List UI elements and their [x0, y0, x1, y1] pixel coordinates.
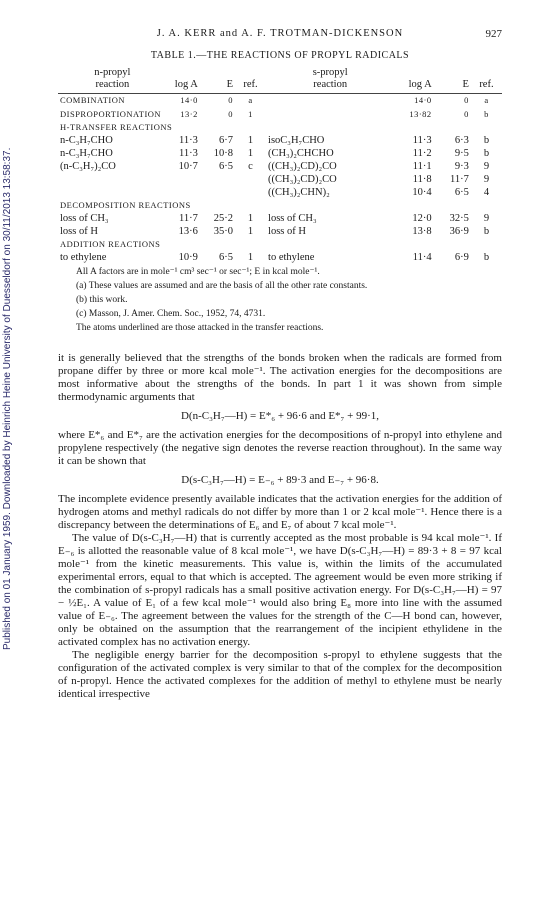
cell-s-log-a: 10·4 — [412, 187, 432, 198]
cell-ref: a — [248, 95, 253, 105]
cell-log-a: 11·7 — [178, 213, 198, 224]
cell-n-reaction — [58, 173, 167, 186]
section-addition: ADDITION REACTIONS — [60, 239, 161, 249]
col-head-e: E — [226, 78, 233, 90]
table-section-header — [58, 199, 502, 212]
cell-s-reaction: loss of H — [268, 226, 306, 237]
cell-s-reaction: loss of CH₃ — [268, 213, 317, 224]
cell-ref: c — [248, 161, 253, 172]
cell-log-a — [167, 173, 200, 186]
page-number: 927 — [485, 28, 502, 40]
cell-s-e: 11·7 — [450, 174, 469, 185]
cell-s-log-a: 13·8 — [412, 226, 432, 237]
table-row — [58, 225, 502, 238]
cell-s-log-a: 11·4 — [412, 252, 432, 263]
cell-s-ref: a — [484, 95, 489, 105]
paragraph: where E*₆ and E*₇ are the activation energies for the decompositions of n-propyl into ethylene and propylene respectively (the negative sign denotes the reverse reaction throughout). In the same way it can be shown that — [58, 429, 502, 467]
cell-s-e: 6·9 — [454, 252, 469, 263]
cell-n-reaction — [58, 186, 167, 199]
section-combination: COMBINATION — [60, 95, 125, 105]
table-section-header — [58, 238, 502, 251]
cell-e: 25·2 — [213, 213, 233, 224]
cell-e: 10·8 — [213, 148, 233, 159]
running-head — [58, 28, 502, 46]
cell-s-e: 6·5 — [454, 187, 469, 198]
cell-ref: 1 — [247, 252, 254, 263]
cell-e: 0 — [228, 109, 233, 119]
paragraph: The value of D(s-C₃H₇—H) that is currently accepted as the most probable is 94 kcal mole⁻¹. If E₋₆ is allotted the reasonable value of 8 kcal mole⁻¹, we have D(s-C₃H₇—H) = 89·3 + 8 = 97 kcal mole⁻¹ from the kinetic measurements. This value is, within the limits of the accumulated experimental errors, equal to that which is accepted. The agreement would be even more striking if the combination of s-propyl radicals has a small positive activation energy. For D(s-C₃H₇—H) = 97 − ½E₁. A value of E₁ of a few kcal mole⁻¹ would also bring E₈ more into line with the assumed value of E₋₆. The agreement between the values for the strength of the C—H bond can, however, only be obtained on the assumption that the rearrangement of the incipient ethylidene in the activated complex has no activation energy. — [58, 532, 502, 648]
download-watermark — [2, 90, 16, 650]
cell-s-ref: b — [483, 252, 490, 263]
cell-ref: 1 — [247, 148, 254, 159]
footnote-units: All A factors are in mole⁻¹ cm³ sec⁻¹ or sec⁻¹; E in kcal mole⁻¹. — [76, 267, 320, 277]
footnote-c: (c) Masson, J. Amer. Chem. Soc., 1952, 74, 4731. — [76, 309, 266, 319]
cell-s-e: 32·5 — [449, 213, 469, 224]
cell-e — [200, 186, 235, 199]
col-head-s-e: E — [462, 78, 469, 90]
cell-n-reaction: (n-C₃H₇)₂CO — [60, 161, 116, 172]
cell-ref: 1 — [247, 226, 254, 237]
cell-s-log-a: 13·82 — [409, 109, 432, 119]
cell-n-reaction: n-C₃H₇CHO — [60, 135, 113, 146]
table-row — [58, 186, 502, 199]
footnote-b: (b) this work. — [76, 295, 128, 305]
equation: D(s-C₃H₇—H) = E₋₆ + 89·3 and E₋₇ + 96·8. — [181, 474, 379, 486]
section-h-transfer: H-TRANSFER REACTIONS — [60, 122, 173, 132]
cell-log-a: 11·3 — [178, 135, 198, 146]
cell-log-a: 13·2 — [180, 109, 198, 119]
paragraph: The negligible energy barrier for the decomposition s-propyl to ethylene suggests that the configuration of the activated complex is very similar to that of the complex for the decomposition of n-propyl. Hence the activated complexes for the addition of methyl to ethylene must be nearly identical irrespective — [58, 649, 502, 700]
cell-s-log-a: 11·3 — [412, 135, 432, 146]
table-row — [58, 212, 502, 225]
footnote-underline: The atoms underlined are those attacked in the transfer reactions. — [76, 323, 324, 333]
table-title: TABLE 1.—THE REACTIONS OF PROPYL RADICALS — [150, 50, 410, 61]
cell-n-reaction: loss of H — [60, 226, 98, 237]
table-row — [58, 94, 502, 108]
journal-page — [58, 28, 502, 701]
cell-s-log-a: 11·2 — [412, 148, 432, 159]
cell-s-e: 0 — [464, 95, 469, 105]
cell-n-reaction: n-C₃H₇CHO — [60, 148, 113, 159]
col-head-ref: ref. — [243, 78, 258, 90]
table-section-header — [58, 121, 502, 134]
section-decomposition: DECOMPOSITION REACTIONS — [60, 200, 191, 210]
table-row — [58, 107, 502, 121]
cell-e: 35·0 — [213, 226, 233, 237]
table-footnotes — [58, 266, 502, 334]
table-row — [58, 134, 502, 147]
col-head-s-propyl: s-propyl — [312, 67, 348, 78]
cell-s-reaction: (CH₃)₂CHCHO — [268, 148, 334, 159]
cell-ref: 1 — [247, 135, 254, 146]
table-header-row-1 — [58, 67, 502, 79]
table-row — [58, 173, 502, 186]
cell-s-e: 36·9 — [449, 226, 469, 237]
cell-s-ref: 9 — [483, 174, 490, 185]
section-disproportionation: DISPROPORTIONATION — [60, 109, 162, 119]
cell-s-ref: 4 — [483, 187, 490, 198]
table-row — [58, 160, 502, 173]
cell-s-log-a: 11·1 — [412, 161, 432, 172]
table-header-row-2 — [58, 79, 502, 91]
cell-ref: 1 — [247, 213, 254, 224]
paragraph: The incomplete evidence presently available indicates that the activation energies for the addition of hydrogen atoms and methyl radicals do not differ by more than 1 or 2 kcal mole⁻¹. Hence there is a discrepancy between the determinations of E₆ and E₇ of about 7 kcal mole⁻¹. — [58, 493, 502, 531]
cell-log-a: 11·3 — [178, 148, 198, 159]
cell-s-ref: 9 — [483, 213, 490, 224]
cell-log-a: 10·7 — [178, 161, 198, 172]
download-watermark-text: Published on 01 January 1959. Downloaded by Heinrich Heine University of Duesseldorf on 30/11/2013 13:58:37. — [2, 147, 13, 650]
cell-s-log-a: 11·8 — [412, 174, 432, 185]
col-head-n-reaction: reaction — [95, 78, 130, 90]
table-row — [58, 251, 502, 264]
cell-s-e: 6·3 — [454, 135, 469, 146]
col-head-s-reaction: reaction — [313, 78, 348, 90]
cell-e: 6·7 — [219, 135, 233, 146]
cell-s-reaction: isoC₃H₇CHO — [268, 135, 325, 146]
cell-log-a — [167, 186, 200, 199]
table-row — [58, 147, 502, 160]
cell-s-ref: 9 — [483, 161, 490, 172]
cell-e — [200, 173, 235, 186]
cell-e: 0 — [228, 95, 233, 105]
reactions-table — [58, 67, 502, 264]
col-head-log-a: log A — [174, 78, 198, 90]
col-head-s-ref: ref. — [479, 78, 494, 90]
cell-ref — [235, 173, 266, 186]
cell-s-reaction: to ethylene — [268, 252, 315, 263]
cell-s-e: 0 — [464, 109, 469, 119]
cell-e: 6·5 — [219, 252, 233, 263]
cell-s-reaction: ((CH₃)₂CD)₂CO — [268, 161, 337, 172]
cell-s-ref: b — [483, 148, 490, 159]
cell-n-reaction: to ethylene — [60, 252, 107, 263]
cell-log-a: 14·0 — [180, 95, 198, 105]
cell-s-ref: b — [484, 109, 489, 119]
cell-ref: 1 — [248, 109, 253, 119]
cell-n-reaction: loss of CH₃ — [60, 213, 109, 224]
body-text — [58, 352, 502, 701]
cell-s-reaction: ((CH₃)₂CHN)₂ — [268, 187, 330, 198]
equation: D(n-C₃H₇—H) = E*₆ + 96·6 and E*₇ + 99·1, — [180, 410, 379, 422]
running-head-authors: J. A. KERR and A. F. TROTMAN-DICKENSON — [156, 28, 404, 39]
col-head-s-log-a: log A — [408, 78, 432, 90]
paragraph: it is generally believed that the strengths of the bonds broken when the radicals are formed from propane differ by three or more kcal mole⁻¹. The activation energies for the decompositions are most informative about the strengths of the bonds. In part 1 it was shown from simple thermodynamic arguments that — [58, 352, 502, 403]
cell-log-a: 10·9 — [178, 252, 198, 263]
cell-ref — [235, 186, 266, 199]
cell-s-log-a: 12·0 — [412, 213, 432, 224]
cell-log-a: 13·6 — [178, 226, 198, 237]
cell-s-e: 9·5 — [454, 148, 469, 159]
cell-s-log-a: 14·0 — [414, 95, 432, 105]
cell-s-reaction: ((CH₃)₂CD)₂CO — [268, 174, 337, 185]
cell-s-ref: b — [483, 226, 490, 237]
cell-s-ref: b — [483, 135, 490, 146]
col-head-n-propyl: n-propyl — [94, 67, 131, 78]
footnote-a: (a) These values are assumed and are the basis of all the other rate constants. — [76, 281, 368, 291]
cell-e: 6·5 — [219, 161, 233, 172]
cell-s-e: 9·3 — [454, 161, 469, 172]
